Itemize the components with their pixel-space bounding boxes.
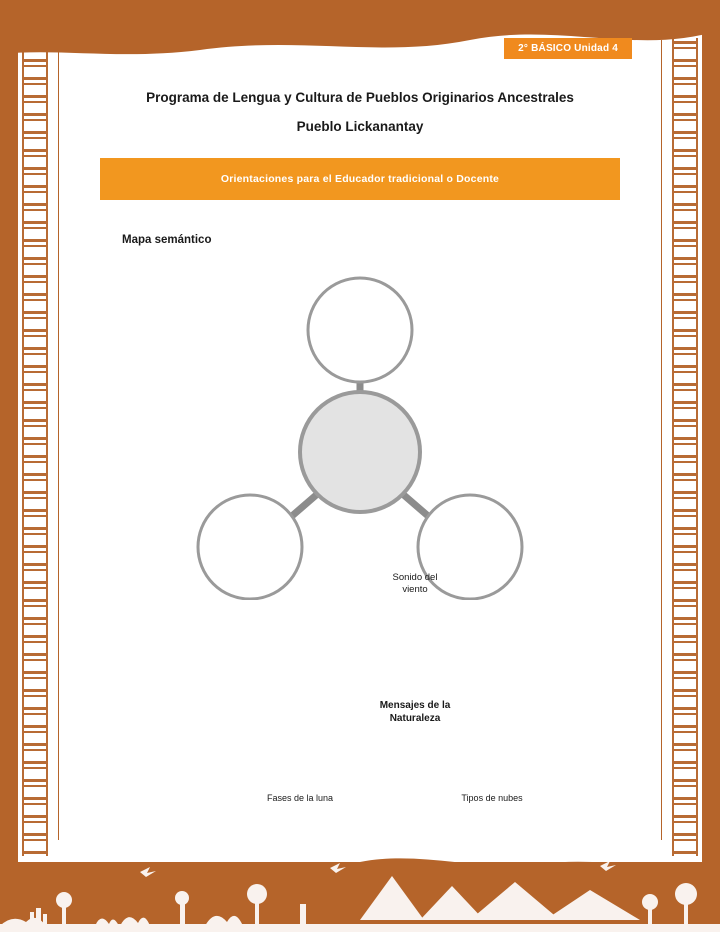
map-node-top-line2: viento	[402, 583, 428, 595]
bottom-landscape-silhouette	[0, 842, 720, 932]
map-node-center-line2: Naturaleza	[389, 712, 441, 724]
semantic-map	[70, 260, 650, 803]
left-border-band	[0, 0, 18, 932]
right-vertical-rule	[661, 40, 662, 840]
right-pattern-strip	[672, 38, 698, 856]
left-vertical-rule	[58, 40, 59, 840]
map-node-fases-de-la-luna: Fases de la luna	[266, 793, 334, 803]
program-title-line-1: Programa de Lengua y Cultura de Pueblos Originarios Ancestrales	[146, 90, 574, 105]
document-content	[70, 72, 650, 803]
map-node-top-line1: Sonido del	[392, 572, 438, 583]
program-title-line-2: Pueblo Lickanantay	[296, 119, 424, 134]
section-title: Mapa semántico	[122, 234, 212, 246]
left-pattern-strip	[22, 38, 48, 856]
orientation-banner	[100, 158, 620, 200]
right-border-band	[702, 0, 720, 932]
unit-badge: 2° BÁSICO Unidad 4	[504, 38, 632, 59]
map-node-center-line1: Mensajes de la	[379, 700, 451, 711]
map-node-mensajes-de-la-naturaleza	[335, 700, 495, 725]
semantic-map-graphic	[70, 260, 650, 600]
map-node-tipos-de-nubes: Tipos de nubes	[461, 793, 523, 803]
orientation-banner-label: Orientaciones para el Educador tradicional o Docente	[220, 173, 500, 185]
